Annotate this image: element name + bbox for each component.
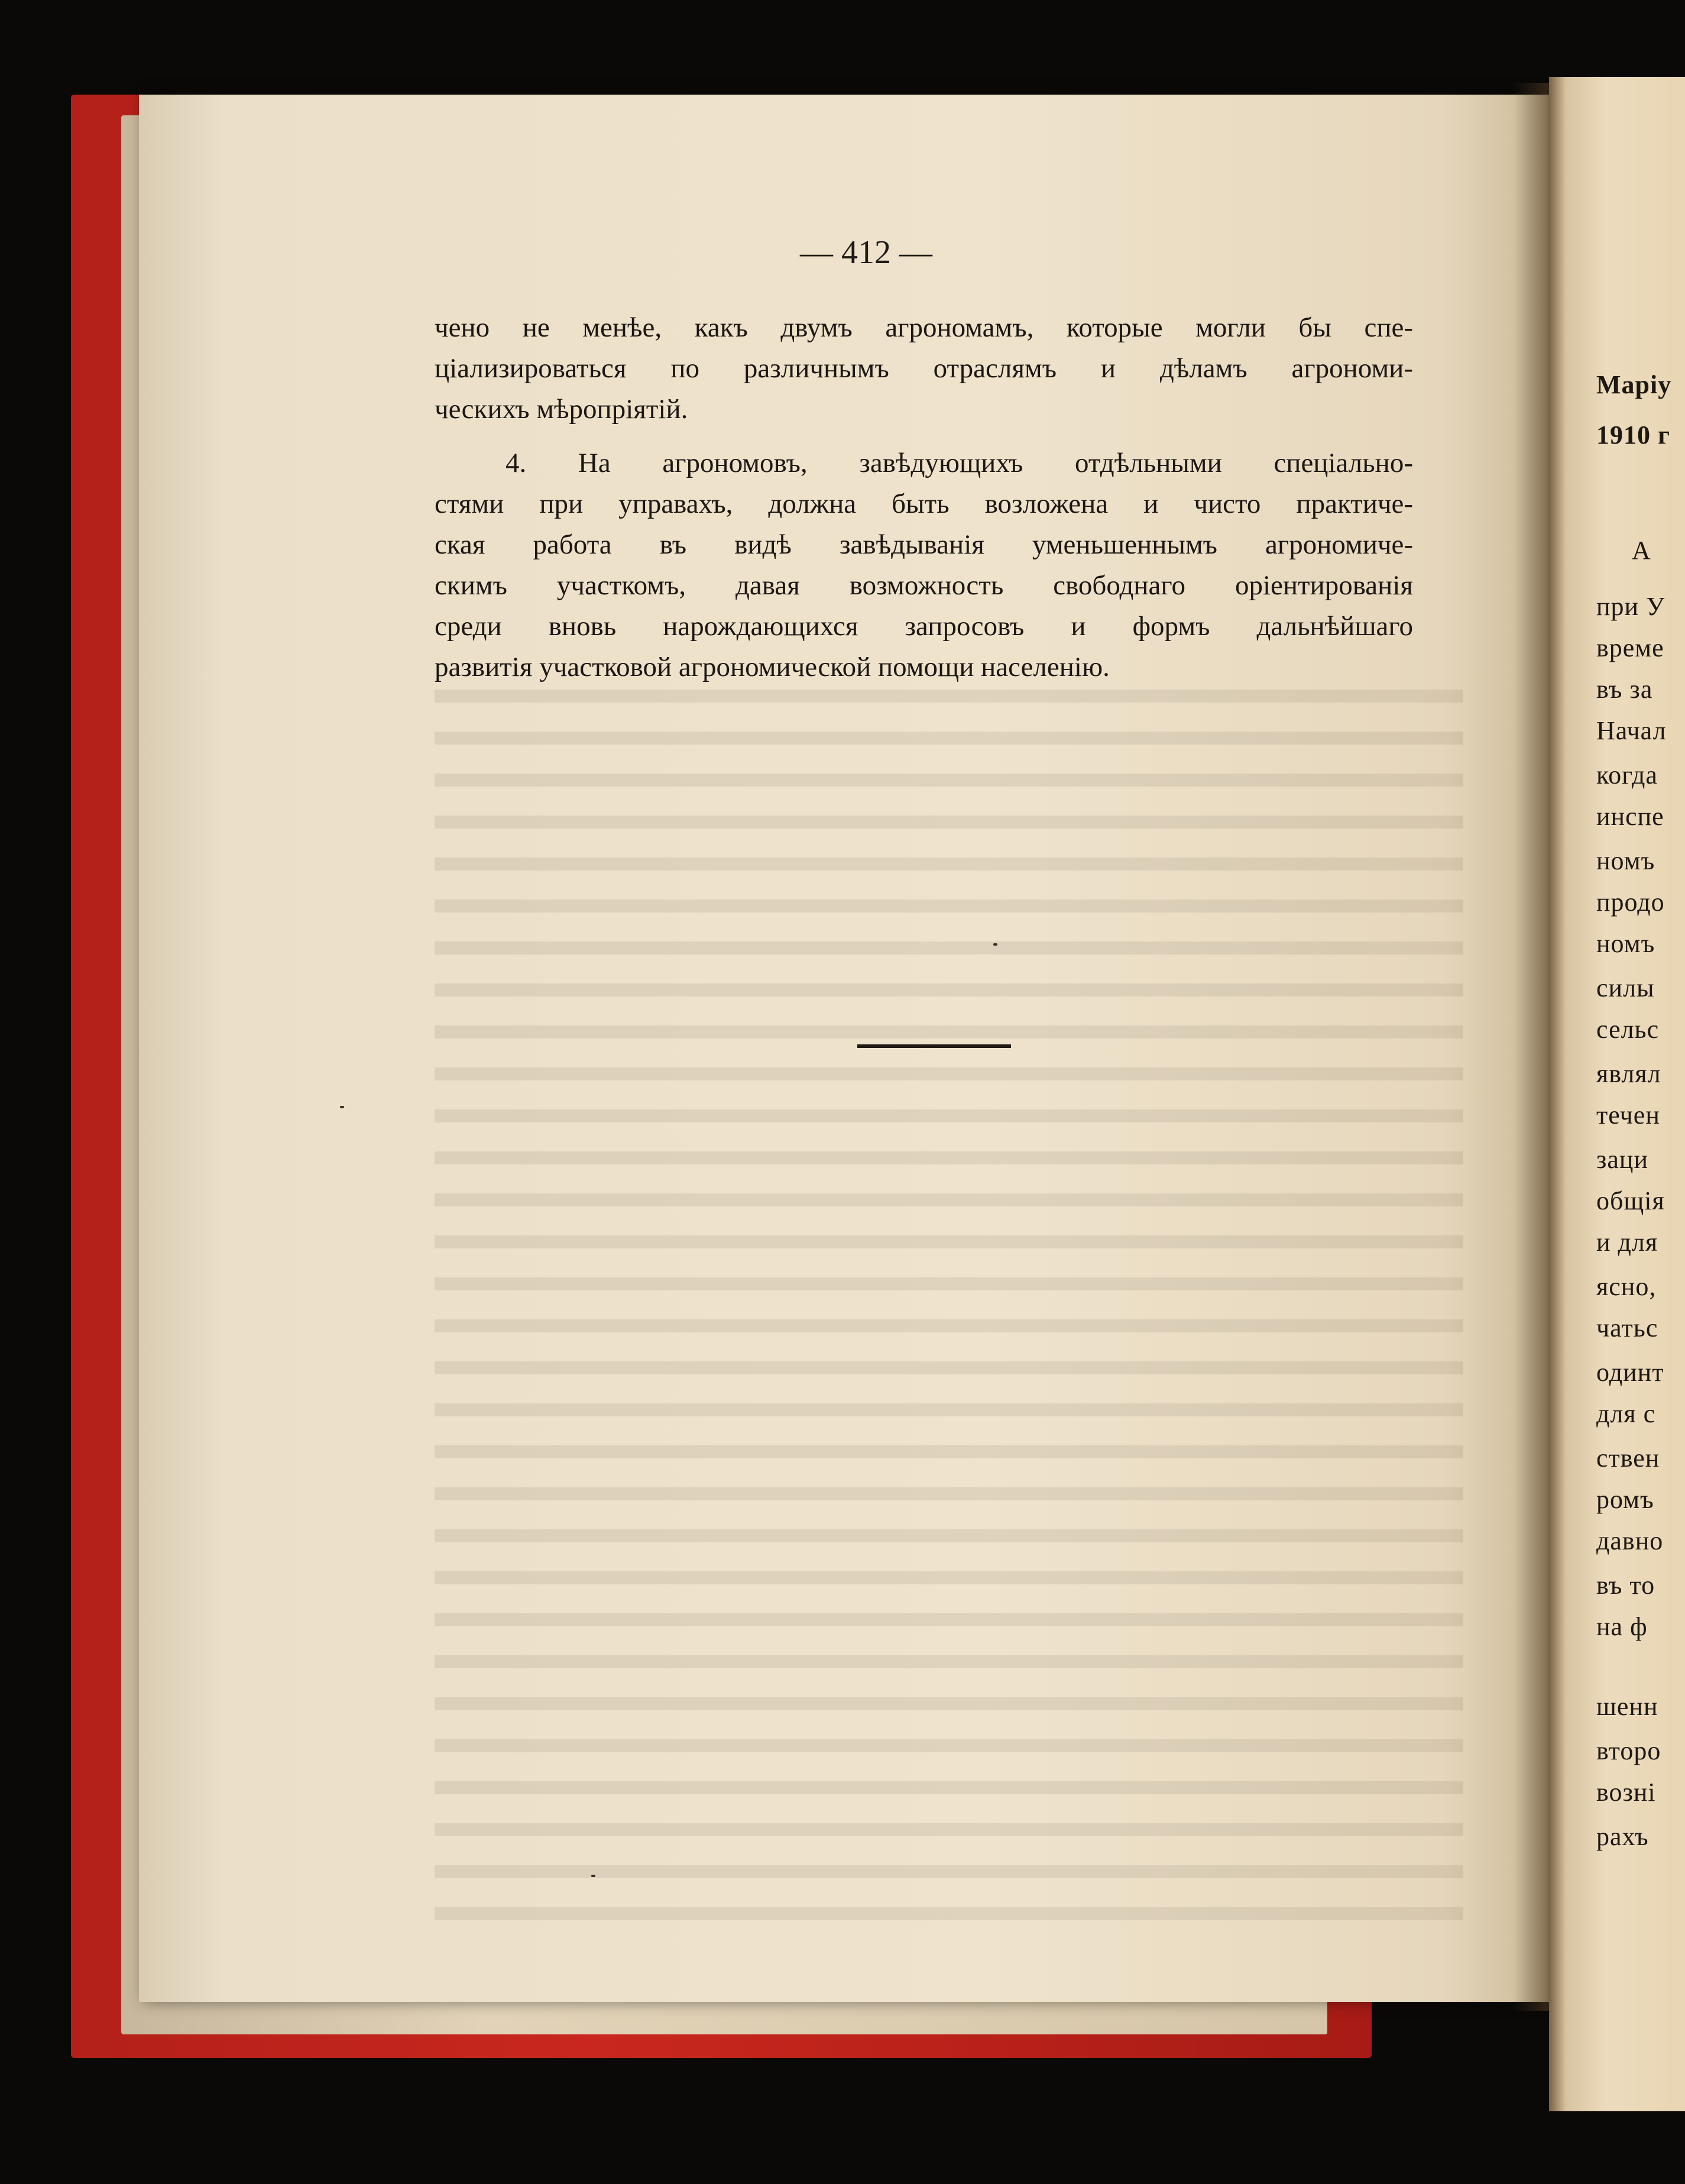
text-line: ская работа въ видѣ завѣдыванія уменьшеннымъ агрономиче- xyxy=(435,529,1413,560)
right-page-line: когда xyxy=(1596,761,1658,790)
right-page-line: Маріу xyxy=(1596,370,1672,399)
right-page-line: чатьс xyxy=(1596,1313,1658,1342)
right-page-line: 1910 г xyxy=(1596,420,1670,449)
text-line: ціализироваться по различнымъ отраслямъ и дѣламъ агрономи- xyxy=(435,353,1413,384)
text-line: развитія участковой агрономической помощи населенію. xyxy=(435,652,1110,682)
text-line: 4. На агрономовъ, завѣдующихъ отдѣльными спеціально- xyxy=(505,448,1413,478)
right-page-line: и для xyxy=(1596,1228,1658,1257)
right-page-line: въ то xyxy=(1596,1571,1655,1600)
right-page-edge xyxy=(1549,77,1685,2111)
right-page-line: ромъ xyxy=(1596,1485,1654,1514)
paragraph-gap xyxy=(435,430,1413,443)
text-line: чено не менѣе, какъ двумъ агрономамъ, которые могли бы спе- xyxy=(435,312,1413,343)
right-page-line: въ за xyxy=(1596,675,1653,704)
right-page-line: общія xyxy=(1596,1186,1665,1215)
right-page-line: заци xyxy=(1596,1145,1649,1174)
paper-speck xyxy=(993,943,997,946)
right-page-line: течен xyxy=(1596,1101,1660,1130)
right-page-line: номъ xyxy=(1596,846,1655,875)
right-page-line: продо xyxy=(1596,888,1665,917)
show-through-text xyxy=(435,674,1463,1928)
text-line: ческихъ мѣропріятій. xyxy=(435,394,688,425)
paper-speck xyxy=(591,1875,595,1877)
right-page-line: ясно, xyxy=(1596,1272,1657,1301)
text-line: скимъ участкомъ, давая возможность свободнаго оріентированія xyxy=(435,570,1413,601)
right-page-line: на ф xyxy=(1596,1612,1648,1641)
right-page-line: при У xyxy=(1596,592,1665,621)
page-number: — 412 — xyxy=(800,234,932,271)
right-page-line: рахъ xyxy=(1596,1822,1649,1851)
right-page-line: Начал xyxy=(1596,716,1667,745)
right-page-line: одинт xyxy=(1596,1358,1664,1387)
text-line: среди вновь нарождающихся запросовъ и формъ дальнѣйшаго xyxy=(435,611,1413,642)
right-page-line: возні xyxy=(1596,1778,1656,1807)
right-page-line: А xyxy=(1632,536,1651,565)
right-page-line: номъ xyxy=(1596,929,1655,958)
right-page-line: давно xyxy=(1596,1526,1664,1555)
right-page-line: ствен xyxy=(1596,1444,1660,1473)
paper-speck xyxy=(340,1106,344,1108)
section-rule xyxy=(857,1044,1011,1048)
text-line: стями при управахъ, должна быть возложена и чисто практиче- xyxy=(435,488,1413,519)
right-page-line: време xyxy=(1596,633,1664,662)
right-page-line: инспе xyxy=(1596,802,1664,831)
right-page-line: второ xyxy=(1596,1736,1661,1765)
right-page-line: сельс xyxy=(1596,1015,1660,1044)
right-page-line: шенн xyxy=(1596,1692,1658,1721)
body-text xyxy=(435,308,1413,688)
right-page-line: являл xyxy=(1596,1059,1661,1088)
right-page-line: для с xyxy=(1596,1399,1656,1428)
right-page-line: силы xyxy=(1596,973,1655,1002)
